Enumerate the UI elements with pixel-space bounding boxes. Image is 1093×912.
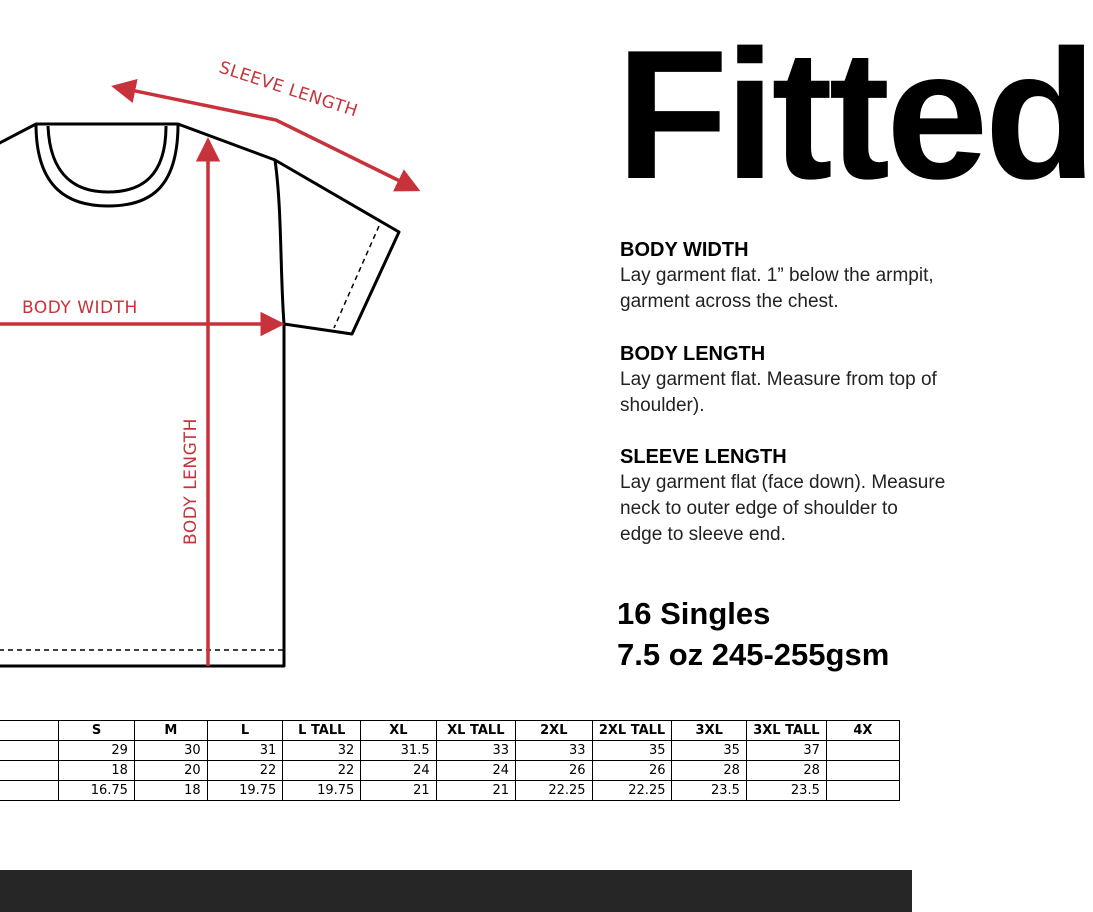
table-cell	[0, 741, 59, 761]
table-cell: 24	[436, 761, 515, 781]
table-cell: 32	[283, 741, 361, 761]
sleeve-length-label: SLEEVE LENGTH	[216, 57, 361, 122]
table-header-row	[0, 721, 900, 741]
body-width-label: BODY WIDTH	[22, 298, 138, 318]
table-cell: 22.25	[516, 781, 593, 801]
header-cell: M	[134, 721, 207, 741]
table-row	[0, 741, 900, 761]
table-row	[0, 781, 900, 801]
header-cell: XL	[361, 721, 436, 741]
body-width-instructions	[620, 237, 934, 315]
table-cell: 30	[134, 741, 207, 761]
table-cell: 23.5	[672, 781, 746, 801]
header-cell: 3XL TALL	[746, 721, 826, 741]
table-cell: 22	[283, 761, 361, 781]
sleeve-length-arrow	[116, 87, 416, 189]
table-cell: 37	[746, 741, 826, 761]
table-cell: 28	[746, 761, 826, 781]
header-cell	[0, 721, 59, 741]
table-cell: 19.75	[207, 781, 283, 801]
table-cell: 18	[59, 761, 135, 781]
instruction-heading: BODY WIDTH	[620, 239, 749, 261]
size-chart-table	[0, 720, 900, 801]
table-cell: 22	[207, 761, 283, 781]
header-cell: S	[59, 721, 135, 741]
table-cell	[826, 761, 899, 781]
table-cell: 31	[207, 741, 283, 761]
table-cell: 20	[134, 761, 207, 781]
instruction-line: Lay garment flat (face down). Measure	[620, 472, 946, 493]
table-cell: 21	[436, 781, 515, 801]
table-cell	[0, 761, 59, 781]
table-cell: 21	[361, 781, 436, 801]
body-length-label: BODY LENGTH	[181, 418, 201, 545]
table-cell: 18	[134, 781, 207, 801]
table-cell: 33	[516, 741, 593, 761]
instruction-line: Lay garment flat. 1” below the armpit,	[620, 265, 934, 286]
table-cell	[826, 741, 899, 761]
fabric-specs	[617, 593, 912, 675]
instruction-line: edge to sleeve end.	[620, 524, 786, 545]
table-cell: 24	[361, 761, 436, 781]
weight-spec: 7.5 oz 245-255gsm	[617, 637, 890, 672]
table-cell: 23.5	[746, 781, 826, 801]
header-cell: L	[207, 721, 283, 741]
page-title: Fitted	[616, 11, 1093, 217]
instruction-line: garment across the chest.	[620, 291, 839, 312]
table-cell: 16.75	[59, 781, 135, 801]
table-cell: 26	[516, 761, 593, 781]
table-cell	[0, 781, 59, 801]
table-cell	[826, 781, 899, 801]
instruction-line: shoulder).	[620, 395, 705, 416]
sleeve-length-instructions	[620, 444, 946, 548]
table-cell: 28	[672, 761, 746, 781]
table-cell: 35	[672, 741, 746, 761]
table-cell: 35	[592, 741, 672, 761]
table-cell: 22.25	[592, 781, 672, 801]
header-cell: 4X	[826, 721, 899, 741]
table-cell: 26	[592, 761, 672, 781]
header-cell: 2XL TALL	[592, 721, 672, 741]
tshirt-outline	[0, 124, 399, 666]
instruction-line: neck to outer edge of shoulder to	[620, 498, 898, 519]
table-cell: 19.75	[283, 781, 361, 801]
header-cell: 3XL	[672, 721, 746, 741]
instruction-line: Lay garment flat. Measure from top of	[620, 369, 937, 390]
table-cell: 33	[436, 741, 515, 761]
yarn-spec: 16 Singles	[617, 596, 771, 631]
bottom-bar	[0, 870, 912, 912]
table-cell: 29	[59, 741, 135, 761]
header-cell: L TALL	[283, 721, 361, 741]
instruction-heading: SLEEVE LENGTH	[620, 446, 787, 468]
table-cell: 31.5	[361, 741, 436, 761]
body-length-instructions	[620, 341, 937, 419]
header-cell: XL TALL	[436, 721, 515, 741]
instruction-heading: BODY LENGTH	[620, 343, 766, 365]
header-cell: 2XL	[516, 721, 593, 741]
table-row	[0, 761, 900, 781]
